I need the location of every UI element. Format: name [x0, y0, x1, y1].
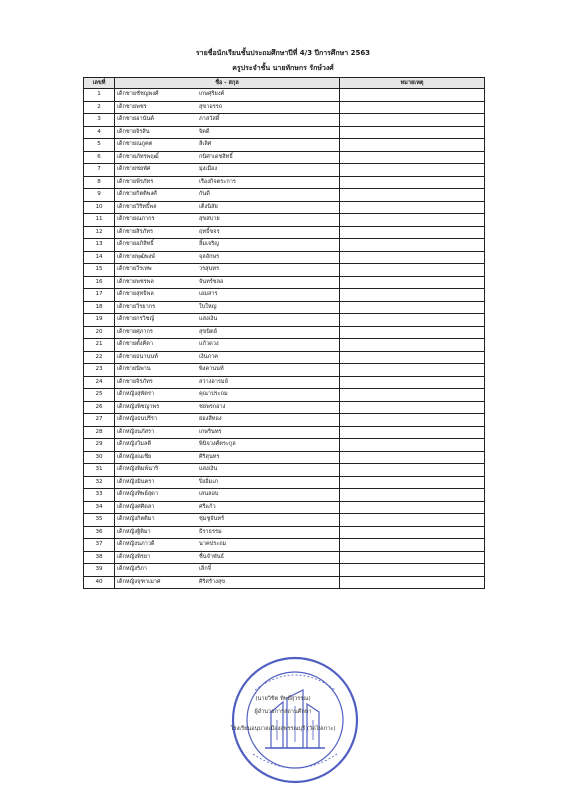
student-name-cell: [115, 576, 340, 589]
student-name-cell: [115, 539, 340, 552]
student-last-name: ปิ่งอิ่มเภ: [199, 478, 218, 485]
student-note: [340, 89, 485, 102]
student-last-name: เต็งนิสัย: [199, 203, 218, 210]
student-number: 40: [84, 576, 115, 589]
student-last-name: จันทร์ชลอ: [199, 278, 224, 285]
student-number: 10: [84, 201, 115, 214]
table-row: [84, 401, 485, 414]
document-subtitle: ครูประจำชั้น นายทักษกร รักษ์วงศ์: [232, 64, 334, 72]
student-note: [340, 251, 485, 264]
student-name-cell: [115, 489, 340, 502]
student-note: [340, 101, 485, 114]
student-note: [340, 351, 485, 364]
student-last-name: ภาสวัสดิ์: [199, 116, 220, 123]
student-last-name: กนิศาเดชสิทธิ์: [199, 153, 233, 160]
student-last-name: สุขนิตย์: [199, 328, 217, 335]
table-row: [84, 451, 485, 464]
student-last-name: สุขสบาย: [199, 216, 220, 223]
student-name-cell: [115, 101, 340, 114]
student-name-cell: [115, 351, 340, 364]
student-note: [340, 539, 485, 552]
table-row: [84, 139, 485, 152]
student-name-cell: [115, 276, 340, 289]
signatory-position: ผู้อำนวยการสถานศึกษา: [254, 709, 312, 715]
table-row: [84, 276, 485, 289]
student-number: 16: [84, 276, 115, 289]
student-name-cell: [115, 526, 340, 539]
table-header-row: [84, 78, 485, 89]
student-first-name: เด็กชายณภูคต: [117, 141, 153, 148]
student-first-name: เด็กหญิงพิมพ์นาริ: [117, 466, 159, 473]
student-name-cell: [115, 289, 340, 302]
student-number: 37: [84, 539, 115, 552]
student-last-name: เงินภาค: [199, 353, 219, 360]
student-number: 31: [84, 464, 115, 477]
student-first-name: เด็กชายพุฒิพงษ์: [117, 253, 155, 260]
student-name-cell: [115, 439, 340, 452]
table-row: [84, 301, 485, 314]
student-last-name: ใบใหญ่: [199, 303, 217, 310]
student-last-name: จิตดี: [199, 128, 210, 135]
student-number: 35: [84, 514, 115, 527]
student-name-cell: [115, 114, 340, 127]
student-number: 36: [84, 526, 115, 539]
student-last-name: พินิจวงศ์ตระกูล: [199, 441, 236, 448]
student-last-name: สุขาอรรถ: [199, 103, 223, 110]
student-note: [340, 289, 485, 302]
student-note: [340, 264, 485, 277]
table-row: [84, 426, 485, 439]
table-row: [84, 576, 485, 589]
student-first-name: เด็กหญิงกิตติมา: [117, 516, 155, 523]
table-row: [84, 351, 485, 364]
student-note: [340, 151, 485, 164]
student-number: 28: [84, 426, 115, 439]
student-last-name: แก้วดวง: [199, 341, 219, 348]
table-row: [84, 164, 485, 177]
student-first-name: เด็กชายชัชญพงศ์: [117, 91, 159, 98]
student-number: 33: [84, 489, 115, 502]
student-last-name: ชยพรกอาง: [199, 403, 226, 410]
student-name-cell: [115, 451, 340, 464]
table-row: [84, 226, 485, 239]
student-number: 38: [84, 551, 115, 564]
student-first-name: เด็กชายตั้งคีตา: [117, 341, 154, 348]
student-number: 32: [84, 476, 115, 489]
student-number: 25: [84, 389, 115, 402]
student-number: 7: [84, 164, 115, 177]
student-first-name: เด็กชายวีรเทพ: [117, 266, 152, 273]
student-first-name: เด็กหญิงพิชญาพร: [117, 403, 160, 410]
student-last-name: แสงเงิน: [199, 466, 218, 473]
student-last-name: มุ่งเมือง: [199, 166, 218, 173]
table-row: [84, 564, 485, 577]
student-number: 34: [84, 501, 115, 514]
student-last-name: ศิริสุนทร: [199, 453, 220, 460]
student-first-name: เด็กชายวีรยากร: [117, 303, 156, 310]
student-number: 22: [84, 351, 115, 364]
student-note: [340, 139, 485, 152]
table-row: [84, 526, 485, 539]
student-roster-table: [83, 77, 485, 589]
student-first-name: เด็กชายศุภากร: [117, 328, 153, 335]
student-number: 14: [84, 251, 115, 264]
table-row: [84, 551, 485, 564]
student-last-name: เสนลอบ: [199, 491, 219, 498]
student-name-cell: [115, 151, 340, 164]
student-last-name: พิงคานนท์: [199, 366, 224, 373]
header-number: เลขที่: [84, 78, 115, 89]
student-first-name: เด็กชายกรวิชญ์: [117, 316, 155, 323]
student-first-name: เด็กหญิงธนปรีรา: [117, 416, 158, 423]
student-note: [340, 239, 485, 252]
student-number: 5: [84, 139, 115, 152]
student-last-name: นาคประถม: [199, 541, 227, 548]
student-note: [340, 176, 485, 189]
student-note: [340, 476, 485, 489]
student-note: [340, 414, 485, 427]
student-name-cell: [115, 564, 340, 577]
student-last-name: กันดี: [199, 191, 210, 198]
student-first-name: เด็กชายวิริทธิ์พล: [117, 203, 157, 210]
student-number: 3: [84, 114, 115, 127]
student-first-name: เด็กหญิงสุพัตรา: [117, 391, 154, 398]
student-name-cell: [115, 139, 340, 152]
table-row: [84, 314, 485, 327]
student-note: [340, 376, 485, 389]
student-number: 11: [84, 214, 115, 227]
table-row: [84, 439, 485, 452]
student-first-name: เด็กชายชยพัศ: [117, 166, 151, 173]
student-number: 20: [84, 326, 115, 339]
student-name-cell: [115, 201, 340, 214]
student-name-cell: [115, 301, 340, 314]
student-number: 17: [84, 289, 115, 302]
table-row: [84, 489, 485, 502]
header-name: ชื่อ - สกุล: [115, 78, 340, 89]
table-row: [84, 414, 485, 427]
table-row: [84, 389, 485, 402]
student-last-name: ชุ่มชูจันทร์: [199, 516, 225, 523]
student-name-cell: [115, 551, 340, 564]
student-last-name: ชื่นจำพันธ์: [199, 553, 224, 560]
table-row: [84, 176, 485, 189]
student-last-name: ศรีแก้ว: [199, 503, 216, 510]
student-number: 8: [84, 176, 115, 189]
student-first-name: เด็กชายกิตติพงศ์: [117, 191, 157, 198]
student-note: [340, 489, 485, 502]
student-number: 13: [84, 239, 115, 252]
student-note: [340, 276, 485, 289]
student-note: [340, 339, 485, 352]
student-last-name: ย่องสีทอง: [199, 416, 222, 423]
table-row: [84, 201, 485, 214]
document-title: รายชื่อนักเรียนชั้นประถมศึกษาปีที่ 4/3 ปีการศึกษา 2563: [195, 49, 371, 57]
student-first-name: เด็กหญิงริภา: [117, 566, 147, 573]
table-row: [84, 214, 485, 227]
student-number: 4: [84, 126, 115, 139]
student-name-cell: [115, 389, 340, 402]
table-row: [84, 189, 485, 202]
student-note: [340, 451, 485, 464]
student-first-name: เด็กหญิงนภาวดี: [117, 541, 155, 548]
student-number: 18: [84, 301, 115, 314]
student-first-name: เด็กหญิงวิมลตี: [117, 441, 152, 448]
table-row: [84, 289, 485, 302]
student-first-name: เด็กหญิงนภัสรา: [117, 428, 155, 435]
table-row: [84, 326, 485, 339]
table-row: [84, 501, 485, 514]
student-last-name: ธีราธรรม: [199, 528, 222, 535]
student-name-cell: [115, 176, 340, 189]
student-first-name: เด็กชายพชรพล: [117, 278, 154, 285]
student-last-name: ลีเลิศ: [199, 141, 212, 148]
student-note: [340, 464, 485, 477]
student-number: 15: [84, 264, 115, 277]
student-first-name: เด็กหญิงณเชีย: [117, 453, 152, 460]
student-name-cell: [115, 401, 340, 414]
student-first-name: เด็กหญิงศศิดลา: [117, 503, 155, 510]
student-last-name: เกษรินทร: [199, 428, 222, 435]
student-first-name: เด็กหญิงจุฑาเมาศ: [117, 578, 161, 585]
student-first-name: เด็กหญิงพิรยา: [117, 553, 151, 560]
student-last-name: เล็กจี๋: [199, 566, 212, 573]
student-number: 39: [84, 564, 115, 577]
student-name-cell: [115, 426, 340, 439]
student-note: [340, 226, 485, 239]
student-first-name: เด็กชายสุทธิพล: [117, 291, 154, 298]
student-note: [340, 326, 485, 339]
student-note: [340, 364, 485, 377]
student-name-cell: [115, 264, 340, 277]
table-row: [84, 251, 485, 264]
student-note: [340, 114, 485, 127]
student-name-cell: [115, 189, 340, 202]
student-note: [340, 551, 485, 564]
student-note: [340, 526, 485, 539]
student-name-cell: [115, 226, 340, 239]
student-note: [340, 576, 485, 589]
student-name-cell: [115, 314, 340, 327]
student-name-cell: [115, 214, 340, 227]
student-name-cell: [115, 476, 340, 489]
student-number: 23: [84, 364, 115, 377]
student-note: [340, 214, 485, 227]
student-number: 29: [84, 439, 115, 452]
student-name-cell: [115, 501, 340, 514]
student-note: [340, 301, 485, 314]
school-seal-stamp: [225, 650, 365, 790]
student-name-cell: [115, 464, 340, 477]
header-note: หมายเหตุ: [340, 78, 485, 89]
student-name-cell: [115, 339, 340, 352]
student-first-name: เด็กหญิงมินตรา: [117, 478, 155, 485]
table-row: [84, 376, 485, 389]
student-first-name: เด็กชายธนานนท์: [117, 353, 158, 360]
student-note: [340, 164, 485, 177]
table-row: [84, 364, 485, 377]
student-last-name: เกษศุริยงค์: [199, 91, 225, 98]
student-number: 6: [84, 151, 115, 164]
student-note: [340, 201, 485, 214]
table-row: [84, 239, 485, 252]
student-note: [340, 401, 485, 414]
student-first-name: เด็กชายพชร: [117, 103, 147, 110]
student-note: [340, 426, 485, 439]
table-row: [84, 476, 485, 489]
student-note: [340, 514, 485, 527]
student-number: 9: [84, 189, 115, 202]
student-note: [340, 501, 485, 514]
student-note: [340, 189, 485, 202]
student-first-name: เด็กชายจิรสิน: [117, 128, 150, 135]
table-row: [84, 101, 485, 114]
student-note: [340, 314, 485, 327]
student-last-name: ลิ้มเจริญ: [199, 241, 220, 248]
table-row: [84, 464, 485, 477]
student-last-name: วรสุนทร: [199, 266, 220, 273]
student-name-cell: [115, 251, 340, 264]
student-number: 19: [84, 314, 115, 327]
student-first-name: เด็กชายภัทรพฤฒิ์: [117, 153, 159, 160]
table-row: [84, 89, 485, 102]
student-number: 2: [84, 101, 115, 114]
student-number: 30: [84, 451, 115, 464]
student-last-name: แสงเงิน: [199, 316, 218, 323]
student-last-name: ศิริสร้างสุข: [199, 578, 226, 585]
student-note: [340, 439, 485, 452]
student-name-cell: [115, 364, 340, 377]
table-row: [84, 126, 485, 139]
student-name-cell: [115, 89, 340, 102]
student-first-name: เด็กหญิงฐิติมา: [117, 528, 151, 535]
table-row: [84, 514, 485, 527]
student-number: 26: [84, 401, 115, 414]
table-row: [84, 264, 485, 277]
student-number: 27: [84, 414, 115, 427]
student-first-name: เด็กหญิงทิพย์สุดา: [117, 491, 158, 498]
student-last-name: เอมสาร: [199, 291, 218, 298]
table-row: [84, 339, 485, 352]
student-number: 24: [84, 376, 115, 389]
student-name-cell: [115, 164, 340, 177]
student-last-name: จุลอักษร: [199, 253, 220, 260]
student-last-name: ฤทธิ์ขจร: [199, 228, 220, 235]
student-last-name: คุณาประถม: [199, 391, 228, 398]
student-first-name: เด็กชายนิพาน: [117, 366, 151, 373]
school-name: โรงเรียนอนุบาลเมืองสุพรรณบุรี (วัดไผ่เกาะ): [230, 726, 336, 732]
student-number: 21: [84, 339, 115, 352]
signatory-name: (นายวิชิต ทิพย์สุวรรณ): [255, 696, 311, 702]
student-first-name: เด็กชายอภิสิทธิ์: [117, 241, 154, 248]
student-name-cell: [115, 514, 340, 527]
student-first-name: เด็กชายณภากร: [117, 216, 155, 223]
student-first-name: เด็กชายอานันต์: [117, 116, 154, 123]
student-note: [340, 126, 485, 139]
table-row: [84, 539, 485, 552]
student-note: [340, 564, 485, 577]
student-name-cell: [115, 376, 340, 389]
table-body: [84, 89, 485, 589]
student-name-cell: [115, 326, 340, 339]
student-first-name: เด็กชายพีรภัทร: [117, 178, 154, 185]
student-number: 1: [84, 89, 115, 102]
student-last-name: สว่างอารมย์: [199, 378, 228, 385]
student-first-name: เด็กชายจิรภัทร: [117, 378, 153, 385]
student-first-name: เด็กชายสิรภัทร: [117, 228, 153, 235]
student-number: 12: [84, 226, 115, 239]
student-name-cell: [115, 239, 340, 252]
student-last-name: เรืองกิจตระการ: [199, 178, 236, 185]
table-row: [84, 114, 485, 127]
student-name-cell: [115, 126, 340, 139]
table-row: [84, 151, 485, 164]
student-note: [340, 389, 485, 402]
student-name-cell: [115, 414, 340, 427]
